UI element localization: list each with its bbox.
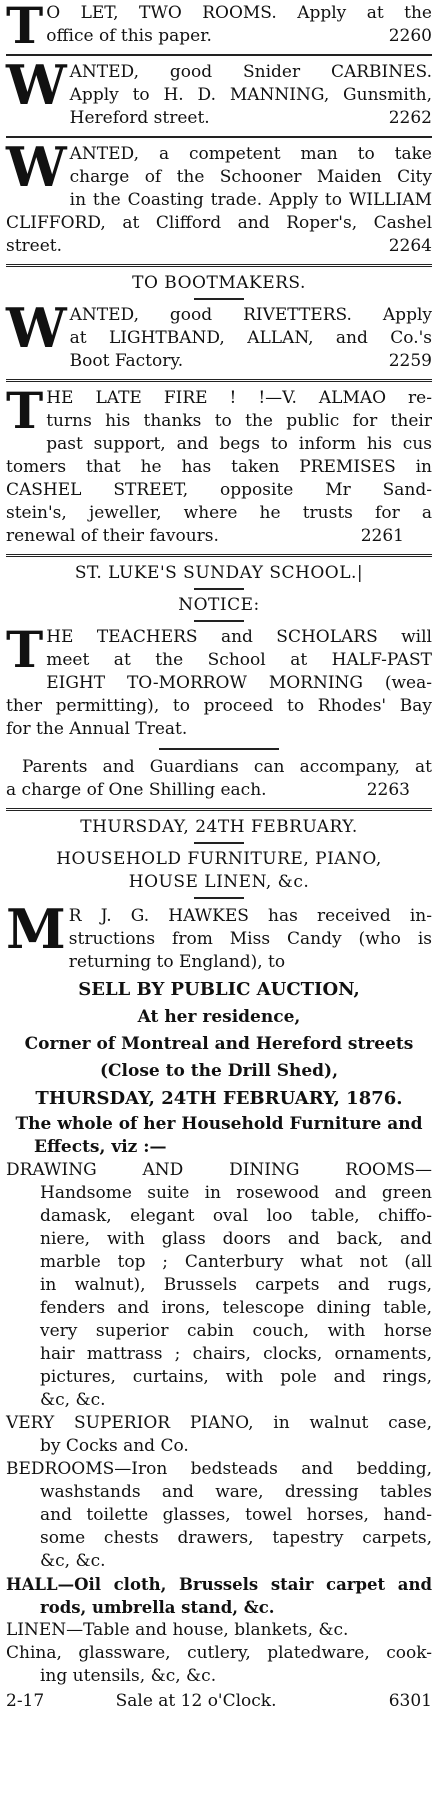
lot-line: in walnut), Brussels carpets and rugs, <box>40 1275 432 1295</box>
ad-line: Parents and Guardians can accompany, at <box>22 757 432 777</box>
ad-line: a charge of One Shilling each. 2263 <box>6 780 410 800</box>
ad-line: turns his thanks to the public for their <box>46 411 432 431</box>
lot-china <box>6 1642 432 1688</box>
ad-bootmakers <box>6 272 432 373</box>
auction-sell-line: SELL BY PUBLIC AUCTION, <box>78 979 360 1000</box>
ad-st-lukes <box>6 562 432 802</box>
ad-line: returning to England), to <box>68 952 286 972</box>
lot-hall <box>6 1573 432 1619</box>
drop-cap: W <box>6 53 67 117</box>
auction-location: (Close to the Drill Shed), <box>99 1061 339 1081</box>
ad-wanted-competent-man <box>6 135 432 258</box>
lot-line: pictures, curtains, with pole and rings, <box>40 1367 432 1387</box>
ad-line: charge of the Schooner Maiden City <box>69 167 432 187</box>
ad-number: 2260 <box>388 26 432 46</box>
lot-line: HALL—Oil cloth, Brussels stair carpet and <box>6 1575 432 1594</box>
ad-line: EIGHT TO-MORROW MORNING (wea- <box>46 673 432 693</box>
ad-number: 6301 <box>388 1691 432 1711</box>
ad-line: O LET, TWO ROOMS. Apply at the <box>46 3 432 23</box>
lot-line: fenders and irons, telescope dining table, <box>40 1298 432 1318</box>
lot-drawing-rooms <box>6 1159 432 1412</box>
notice-heading: NOTICE: <box>178 595 260 615</box>
ad-line: street. 2264 <box>6 236 432 256</box>
drop-cap: T <box>6 0 44 55</box>
auction-intro: Effects, viz :— <box>34 1137 167 1157</box>
ad-line: past support, and begs to inform his cus <box>46 434 432 454</box>
ad-line: at LIGHTBAND, ALLAN, and Co.'s <box>69 328 432 348</box>
lot-line: by Cocks and Co. <box>40 1436 189 1456</box>
short-divider <box>194 842 244 844</box>
lot-line: washstands and ware, dressing tables <box>40 1482 432 1502</box>
short-divider <box>194 588 244 590</box>
lot-line: very superior cabin couch, with horse <box>40 1321 432 1341</box>
lot-line: VERY SUPERIOR PIANO, in walnut case, <box>6 1413 432 1433</box>
auction-intro: The whole of her Household Furniture and <box>15 1114 423 1134</box>
lot-line: Handsome suite in rosewood and green <box>40 1183 432 1203</box>
sale-time: Sale at 12 o'Clock. <box>115 1691 277 1711</box>
auction-footer <box>6 1690 432 1713</box>
ad-line: CLIFFORD, at Clifford and Roper's, Cashel <box>6 213 432 233</box>
ad-number: 2261 <box>360 526 404 546</box>
ad-heading: TO BOOTMAKERS. <box>132 273 306 293</box>
auction-location: At her residence, <box>137 1007 301 1027</box>
short-divider <box>194 620 244 622</box>
divider <box>6 136 432 138</box>
ad-line: HE LATE FIRE ! !—V. ALMAO re- <box>46 388 432 408</box>
ad-line: R J. G. HAWKES has received in- <box>68 906 432 926</box>
lot-piano <box>6 1412 432 1458</box>
lot-line: rods, umbrella stand, &c. <box>40 1598 275 1617</box>
lot-line: niere, with glass doors and back, and <box>40 1229 432 1249</box>
lot-line: China, glassware, cutlery, platedware, cook- <box>6 1643 432 1663</box>
ad-line: office of this paper. 2260 <box>46 26 432 46</box>
lot-linen <box>6 1619 432 1642</box>
ad-line: ANTED, good Snider CARBINES. <box>69 62 432 82</box>
ad-line: Apply to H. D. MANNING, Gunsmith, <box>69 85 432 105</box>
lot-line: &c, &c. <box>40 1551 106 1571</box>
auction-title: HOUSE LINEN, &c. <box>128 872 310 892</box>
ad-line: meet at the School at HALF-PAST <box>46 650 432 670</box>
lot-line: some chests drawers, tapestry carpets, <box>40 1528 432 1548</box>
lot-line: hair mattrass ; chairs, clocks, ornaments, <box>40 1344 432 1364</box>
ad-auction-hawkes <box>6 816 432 1713</box>
ad-line: ANTED, good RIVETTERS. Apply <box>69 305 432 325</box>
auction-date: THURSDAY, 24TH FEBRUARY, 1876. <box>35 1088 403 1109</box>
ad-line: ther permitting), to proceed to Rhodes' Bay <box>6 696 432 716</box>
divider <box>6 54 432 56</box>
ad-late-fire <box>6 381 432 548</box>
drop-cap: T <box>6 620 44 679</box>
drop-cap: M <box>6 897 66 961</box>
divider <box>6 264 432 267</box>
ad-line: tomers that he has taken PREMISES in <box>6 457 432 477</box>
footer-code: 2-17 <box>6 1691 45 1711</box>
lot-line: &c, &c. <box>40 1390 106 1410</box>
divider <box>6 808 432 811</box>
drop-cap: T <box>6 381 44 440</box>
ad-heading: ST. LUKE'S SUNDAY SCHOOL.| <box>74 563 364 583</box>
ad-line: renewal of their favours. 2261 <box>6 526 404 546</box>
ad-to-let <box>6 0 432 55</box>
drop-cap: W <box>6 135 67 199</box>
auction-location: Corner of Montreal and Hereford streets <box>24 1034 414 1054</box>
ad-number: 2263 <box>366 780 410 800</box>
date-heading: THURSDAY, 24TH FEBRUARY. <box>80 817 358 837</box>
ad-line: in the Coasting trade. Apply to WILLIAM <box>69 190 432 210</box>
ad-line: Boot Factory. 2259 <box>69 351 432 371</box>
ad-line: CASHEL STREET, opposite Mr Sand- <box>6 480 432 500</box>
lot-line: DRAWING AND DINING ROOMS— <box>6 1160 432 1180</box>
ad-line: stein's, jeweller, where he trusts for a <box>6 503 432 523</box>
ad-line: ANTED, a competent man to take <box>69 144 432 164</box>
ad-number: 2259 <box>388 351 432 371</box>
divider <box>6 554 432 557</box>
short-divider <box>194 298 244 300</box>
lot-line: and toilette glasses, towel horses, hand- <box>40 1505 432 1525</box>
divider <box>6 379 432 382</box>
short-divider <box>194 897 244 899</box>
lot-line: ing utensils, &c, &c. <box>40 1666 217 1686</box>
lot-line: BEDROOMS—Iron bedsteads and bedding, <box>6 1459 432 1479</box>
lot-bedrooms <box>6 1458 432 1573</box>
ad-line: structions from Miss Candy (who is <box>68 929 432 949</box>
ad-line: for the Annual Treat. <box>6 719 188 739</box>
auction-title: HOUSEHOLD FURNITURE, PIANO, <box>56 849 382 869</box>
ad-wanted-carbines <box>6 53 432 130</box>
ad-number: 2264 <box>388 236 432 256</box>
ad-line: HE TEACHERS and SCHOLARS will <box>46 627 432 647</box>
short-divider <box>159 748 279 750</box>
drop-cap: W <box>6 296 67 360</box>
ad-number: 2262 <box>388 108 432 128</box>
ad-line: Hereford street. 2262 <box>69 108 432 128</box>
lot-line: marble top ; Canterbury what not (all <box>40 1252 432 1272</box>
lot-line: LINEN—Table and house, blankets, &c. <box>6 1620 349 1640</box>
lot-line: damask, elegant oval loo table, chiffo- <box>40 1206 432 1226</box>
